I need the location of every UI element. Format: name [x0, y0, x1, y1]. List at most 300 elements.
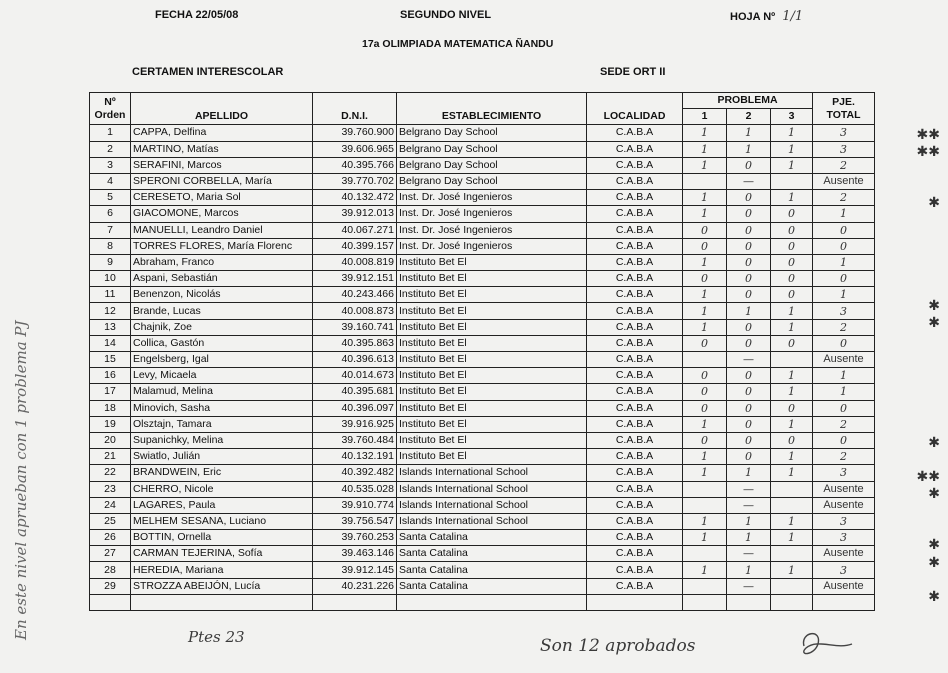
row-number: 10 — [90, 271, 131, 287]
row-p2: 1 — [727, 125, 771, 141]
row-dni: 39.760.900 — [313, 125, 397, 141]
row-localidad: C.A.B.A — [587, 287, 683, 303]
row-apellido: HEREDIA, Mariana — [131, 562, 313, 578]
row-total: Ausente — [813, 352, 875, 368]
hoja-text: HOJA Nº — [730, 11, 776, 23]
row-p2: 0 — [727, 384, 771, 400]
row-establecimiento: Santa Catalina — [397, 578, 587, 594]
row-apellido: Minovich, Sasha — [131, 400, 313, 416]
row-p1: 1 — [683, 319, 727, 335]
row-dni: 40.395.681 — [313, 384, 397, 400]
row-p1: 0 — [683, 238, 727, 254]
row-localidad: C.A.B.A — [587, 190, 683, 206]
row-p3: 0 — [771, 206, 813, 222]
row-number: 9 — [90, 254, 131, 270]
row-p2: 1 — [727, 141, 771, 157]
row-localidad: C.A.B.A — [587, 530, 683, 546]
row-p3 — [771, 546, 813, 562]
row-p1: 1 — [683, 125, 727, 141]
star-mark-icon: ✱✱ — [916, 144, 940, 161]
row-localidad: C.A.B.A — [587, 449, 683, 465]
row-establecimiento: Belgrano Day School — [397, 157, 587, 173]
row-total: 1 — [813, 384, 875, 400]
row-apellido: MARTINO, Matías — [131, 141, 313, 157]
row-apellido: TORRES FLORES, María Florenc — [131, 238, 313, 254]
row-number: 26 — [90, 530, 131, 546]
row-localidad: C.A.B.A — [587, 416, 683, 432]
row-p2: 0 — [727, 206, 771, 222]
row-p3: 1 — [771, 368, 813, 384]
row-p1: 1 — [683, 206, 727, 222]
row-total: 1 — [813, 368, 875, 384]
hoja-label — [730, 9, 803, 24]
table-row — [90, 125, 875, 141]
row-total: 2 — [813, 157, 875, 173]
row-dni: 39.770.702 — [313, 173, 397, 189]
row-establecimiento: Instituto Bet El — [397, 303, 587, 319]
row-dni: 39.756.547 — [313, 513, 397, 529]
row-establecimiento: Instituto Bet El — [397, 384, 587, 400]
row-p2: 0 — [727, 254, 771, 270]
row-apellido: Olsztajn, Tamara — [131, 416, 313, 432]
row-p2: 1 — [727, 303, 771, 319]
row-dni: 39.912.145 — [313, 562, 397, 578]
ptes-note: Ptes 23 — [188, 628, 245, 646]
row-apellido: Engelsberg, Igal — [131, 352, 313, 368]
table-row — [90, 432, 875, 448]
row-p1: 0 — [683, 384, 727, 400]
row-number: 4 — [90, 173, 131, 189]
aprobados-note: Son 12 aprobados — [540, 636, 696, 656]
row-p2: 1 — [727, 465, 771, 481]
row-p3: 0 — [771, 238, 813, 254]
row-p3: 1 — [771, 465, 813, 481]
row-p1 — [683, 546, 727, 562]
row-total: 0 — [813, 400, 875, 416]
star-mark-icon: ✱ — [928, 195, 940, 212]
table-row — [90, 141, 875, 157]
row-p2: 0 — [727, 368, 771, 384]
table-row — [90, 157, 875, 173]
row-p2: 0 — [727, 190, 771, 206]
row-apellido: Supanichky, Melina — [131, 432, 313, 448]
row-p1 — [683, 173, 727, 189]
row-p3: 1 — [771, 513, 813, 529]
star-mark-icon: ✱ — [928, 537, 940, 554]
row-p2: 0 — [727, 335, 771, 351]
table-row — [90, 173, 875, 189]
row-establecimiento: Islands International School — [397, 465, 587, 481]
row-establecimiento: Islands International School — [397, 497, 587, 513]
row-p2: — — [727, 497, 771, 513]
row-total: Ausente — [813, 497, 875, 513]
row-localidad: C.A.B.A — [587, 562, 683, 578]
row-localidad: C.A.B.A — [587, 384, 683, 400]
row-localidad: C.A.B.A — [587, 465, 683, 481]
table-row — [90, 287, 875, 303]
row-total: 2 — [813, 319, 875, 335]
row-localidad: C.A.B.A — [587, 271, 683, 287]
row-number: 6 — [90, 206, 131, 222]
row-dni: 40.008.819 — [313, 254, 397, 270]
star-mark-icon: ✱ — [928, 554, 940, 571]
row-apellido: GIACOMONE, Marcos — [131, 206, 313, 222]
row-localidad: C.A.B.A — [587, 125, 683, 141]
row-p2: 1 — [727, 562, 771, 578]
row-p3: 0 — [771, 222, 813, 238]
row-p2: 0 — [727, 449, 771, 465]
row-total: Ausente — [813, 173, 875, 189]
row-number: 21 — [90, 449, 131, 465]
row-establecimiento: Islands International School — [397, 481, 587, 497]
row-p3: 1 — [771, 319, 813, 335]
row-total: 0 — [813, 271, 875, 287]
table-row — [90, 303, 875, 319]
row-apellido: CARMAN TEJERINA, Sofía — [131, 546, 313, 562]
row-total: 0 — [813, 432, 875, 448]
row-p1: 1 — [683, 562, 727, 578]
table-row — [90, 271, 875, 287]
certamen-label: CERTAMEN INTERESCOLAR — [132, 66, 284, 78]
row-establecimiento: Belgrano Day School — [397, 141, 587, 157]
row-p3 — [771, 352, 813, 368]
table-row — [90, 497, 875, 513]
row-apellido: Benenzon, Nicolás — [131, 287, 313, 303]
row-p3: 1 — [771, 562, 813, 578]
row-number: 1 — [90, 125, 131, 141]
table-row — [90, 319, 875, 335]
row-p3: 1 — [771, 530, 813, 546]
table-row — [90, 254, 875, 270]
row-dni: 40.396.613 — [313, 352, 397, 368]
row-p3: 0 — [771, 287, 813, 303]
star-mark-icon: ✱ — [928, 434, 940, 451]
row-number: 19 — [90, 416, 131, 432]
table-row — [90, 335, 875, 351]
row-p2: 1 — [727, 513, 771, 529]
row-localidad: C.A.B.A — [587, 173, 683, 189]
row-total: 1 — [813, 206, 875, 222]
row-apellido: Abraham, Franco — [131, 254, 313, 270]
results-table — [89, 92, 875, 611]
row-total: 3 — [813, 465, 875, 481]
row-p3 — [771, 578, 813, 594]
star-mark-icon: ✱ — [928, 315, 940, 332]
row-dni: 40.008.873 — [313, 303, 397, 319]
row-total: Ausente — [813, 481, 875, 497]
row-dni: 39.606.965 — [313, 141, 397, 157]
row-total: 1 — [813, 254, 875, 270]
row-number: 18 — [90, 400, 131, 416]
row-total: 3 — [813, 141, 875, 157]
row-p1 — [683, 352, 727, 368]
row-total: 3 — [813, 530, 875, 546]
row-establecimiento: Instituto Bet El — [397, 368, 587, 384]
col-p3: 3 — [771, 109, 813, 125]
row-number: 24 — [90, 497, 131, 513]
row-apellido: LAGARES, Paula — [131, 497, 313, 513]
row-p3: 1 — [771, 125, 813, 141]
row-establecimiento: Belgrano Day School — [397, 173, 587, 189]
row-apellido: BOTTIN, Ornella — [131, 530, 313, 546]
row-dni: 40.243.466 — [313, 287, 397, 303]
row-total: Ausente — [813, 546, 875, 562]
row-p2: — — [727, 173, 771, 189]
row-apellido: Malamud, Melina — [131, 384, 313, 400]
row-number: 25 — [90, 513, 131, 529]
row-number: 17 — [90, 384, 131, 400]
row-dni: 40.396.097 — [313, 400, 397, 416]
row-p3: 1 — [771, 190, 813, 206]
row-p1 — [683, 578, 727, 594]
table-body — [90, 125, 875, 594]
row-total: 2 — [813, 449, 875, 465]
row-localidad: C.A.B.A — [587, 335, 683, 351]
row-p1: 1 — [683, 465, 727, 481]
row-establecimiento: Inst. Dr. José Ingenieros — [397, 190, 587, 206]
row-localidad: C.A.B.A — [587, 432, 683, 448]
row-dni: 40.395.766 — [313, 157, 397, 173]
row-apellido: Aspani, Sebastián — [131, 271, 313, 287]
col-orden: Nº Orden — [90, 93, 131, 125]
row-p3: 0 — [771, 254, 813, 270]
row-p2: 0 — [727, 157, 771, 173]
row-p1: 0 — [683, 368, 727, 384]
row-apellido: MELHEM SESANA, Luciano — [131, 513, 313, 529]
row-total: 2 — [813, 190, 875, 206]
row-establecimiento: Inst. Dr. José Ingenieros — [397, 206, 587, 222]
table-row — [90, 481, 875, 497]
row-apellido: SPERONI CORBELLA, María — [131, 173, 313, 189]
row-dni: 40.392.482 — [313, 465, 397, 481]
row-establecimiento: Instituto Bet El — [397, 352, 587, 368]
row-dni: 39.910.774 — [313, 497, 397, 513]
table-row — [90, 400, 875, 416]
table-row — [90, 416, 875, 432]
star-mark-icon: ✱✱ — [916, 469, 940, 485]
row-dni: 39.912.013 — [313, 206, 397, 222]
row-establecimiento: Santa Catalina — [397, 562, 587, 578]
row-p1: 0 — [683, 335, 727, 351]
row-localidad: C.A.B.A — [587, 497, 683, 513]
row-p3: 0 — [771, 432, 813, 448]
col-pje: PJE. TOTAL — [813, 93, 875, 125]
row-number: 28 — [90, 562, 131, 578]
row-p2: — — [727, 578, 771, 594]
row-establecimiento: Instituto Bet El — [397, 287, 587, 303]
table-row — [90, 465, 875, 481]
row-p3 — [771, 497, 813, 513]
row-localidad: C.A.B.A — [587, 303, 683, 319]
row-number: 11 — [90, 287, 131, 303]
star-mark-icon: ✱ — [928, 486, 940, 503]
row-dni: 40.399.157 — [313, 238, 397, 254]
row-p1: 1 — [683, 254, 727, 270]
table-row — [90, 206, 875, 222]
row-p1: 1 — [683, 513, 727, 529]
col-localidad: LOCALIDAD — [587, 93, 683, 125]
row-number: 8 — [90, 238, 131, 254]
row-apellido: BRANDWEIN, Eric — [131, 465, 313, 481]
table-row — [90, 562, 875, 578]
table-row — [90, 546, 875, 562]
row-apellido: CERESETO, Maria Sol — [131, 190, 313, 206]
row-localidad: C.A.B.A — [587, 513, 683, 529]
row-dni: 40.395.863 — [313, 335, 397, 351]
row-total: 2 — [813, 416, 875, 432]
row-p2: 1 — [727, 530, 771, 546]
row-p3 — [771, 481, 813, 497]
row-number: 14 — [90, 335, 131, 351]
row-establecimiento: Instituto Bet El — [397, 432, 587, 448]
row-p3: 1 — [771, 303, 813, 319]
row-localidad: C.A.B.A — [587, 481, 683, 497]
row-p1 — [683, 497, 727, 513]
row-dni: 39.912.151 — [313, 271, 397, 287]
row-establecimiento: Instituto Bet El — [397, 416, 587, 432]
row-total: 3 — [813, 513, 875, 529]
col-dni: D.N.I. — [313, 93, 397, 125]
row-localidad: C.A.B.A — [587, 368, 683, 384]
row-number: 13 — [90, 319, 131, 335]
row-p2: 0 — [727, 400, 771, 416]
row-p3: 1 — [771, 141, 813, 157]
row-p1: 0 — [683, 222, 727, 238]
row-establecimiento: Inst. Dr. José Ingenieros — [397, 222, 587, 238]
row-dni: 39.760.253 — [313, 530, 397, 546]
row-apellido: SERAFINI, Marcos — [131, 157, 313, 173]
star-mark-icon: ✱✱ — [916, 127, 940, 143]
row-localidad: C.A.B.A — [587, 254, 683, 270]
row-establecimiento: Instituto Bet El — [397, 400, 587, 416]
margin-handwritten-note: En este nivel aprueban con 1 problema PJ — [12, 320, 30, 640]
row-total: 3 — [813, 303, 875, 319]
row-p2: 0 — [727, 416, 771, 432]
row-localidad: C.A.B.A — [587, 578, 683, 594]
row-establecimiento: Instituto Bet El — [397, 449, 587, 465]
star-mark-icon: ✱ — [928, 298, 940, 314]
row-dni: 39.916.925 — [313, 416, 397, 432]
table-row — [90, 578, 875, 594]
row-p2: — — [727, 546, 771, 562]
row-establecimiento: Inst. Dr. José Ingenieros — [397, 238, 587, 254]
row-establecimiento: Instituto Bet El — [397, 335, 587, 351]
row-number: 23 — [90, 481, 131, 497]
row-apellido: CAPPA, Delfina — [131, 125, 313, 141]
row-total: 1 — [813, 287, 875, 303]
row-apellido: Brande, Lucas — [131, 303, 313, 319]
page-title: 17a OLIMPIADA MATEMATICA ÑANDU — [362, 38, 554, 50]
row-p3: 0 — [771, 271, 813, 287]
col-establecimiento: ESTABLECIMIENTO — [397, 93, 587, 125]
row-apellido: Collica, Gastón — [131, 335, 313, 351]
row-p2: — — [727, 352, 771, 368]
row-p1: 1 — [683, 287, 727, 303]
row-p3: 1 — [771, 384, 813, 400]
hoja-value: 1/1 — [782, 9, 804, 24]
row-p3 — [771, 173, 813, 189]
row-dni: 39.463.146 — [313, 546, 397, 562]
row-localidad: C.A.B.A — [587, 546, 683, 562]
col-apellido: APELLIDO — [131, 93, 313, 125]
col-p1: 1 — [683, 109, 727, 125]
row-establecimiento: Instituto Bet El — [397, 319, 587, 335]
row-dni: 39.160.741 — [313, 319, 397, 335]
row-localidad: C.A.B.A — [587, 400, 683, 416]
row-dni: 40.014.673 — [313, 368, 397, 384]
row-p1: 0 — [683, 400, 727, 416]
row-total: 0 — [813, 335, 875, 351]
row-p2: — — [727, 481, 771, 497]
row-number: 12 — [90, 303, 131, 319]
signature-icon — [796, 626, 856, 665]
row-number: 2 — [90, 141, 131, 157]
row-p3: 0 — [771, 335, 813, 351]
row-p2: 0 — [727, 222, 771, 238]
table-row — [90, 530, 875, 546]
row-p2: 0 — [727, 271, 771, 287]
row-p2: 0 — [727, 287, 771, 303]
table-row — [90, 513, 875, 529]
row-localidad: C.A.B.A — [587, 352, 683, 368]
row-p1: 0 — [683, 271, 727, 287]
row-p1 — [683, 481, 727, 497]
star-mark-icon: ✱ — [928, 588, 940, 605]
row-localidad: C.A.B.A — [587, 141, 683, 157]
sede-label: SEDE ORT II — [600, 66, 666, 78]
row-p1: 1 — [683, 530, 727, 546]
row-apellido: CHERRO, Nicole — [131, 481, 313, 497]
row-p2: 0 — [727, 319, 771, 335]
row-localidad: C.A.B.A — [587, 157, 683, 173]
row-apellido: MANUELLI, Leandro Daniel — [131, 222, 313, 238]
row-p2: 0 — [727, 432, 771, 448]
row-establecimiento: Belgrano Day School — [397, 125, 587, 141]
nivel-label: SEGUNDO NIVEL — [400, 9, 492, 21]
row-dni: 40.067.271 — [313, 222, 397, 238]
row-establecimiento: Islands International School — [397, 513, 587, 529]
row-p3: 1 — [771, 416, 813, 432]
row-dni: 40.132.472 — [313, 190, 397, 206]
row-p1: 1 — [683, 449, 727, 465]
row-p3: 1 — [771, 449, 813, 465]
row-apellido: Levy, Micaela — [131, 368, 313, 384]
row-p3: 1 — [771, 157, 813, 173]
row-establecimiento: Instituto Bet El — [397, 254, 587, 270]
row-p1: 1 — [683, 416, 727, 432]
row-total: 3 — [813, 125, 875, 141]
empty-row — [90, 594, 875, 610]
table-row — [90, 449, 875, 465]
row-number: 3 — [90, 157, 131, 173]
row-localidad: C.A.B.A — [587, 206, 683, 222]
row-p1: 1 — [683, 157, 727, 173]
row-dni: 40.132.191 — [313, 449, 397, 465]
row-p1: 0 — [683, 432, 727, 448]
row-total: Ausente — [813, 578, 875, 594]
row-establecimiento: Santa Catalina — [397, 530, 587, 546]
table-row — [90, 352, 875, 368]
row-number: 22 — [90, 465, 131, 481]
row-p2: 0 — [727, 238, 771, 254]
row-localidad: C.A.B.A — [587, 222, 683, 238]
fecha-label: FECHA 22/05/08 — [155, 9, 239, 21]
row-dni: 39.760.484 — [313, 432, 397, 448]
col-problema: PROBLEMA — [683, 93, 813, 109]
table-row — [90, 190, 875, 206]
row-establecimiento: Santa Catalina — [397, 546, 587, 562]
row-number: 29 — [90, 578, 131, 594]
